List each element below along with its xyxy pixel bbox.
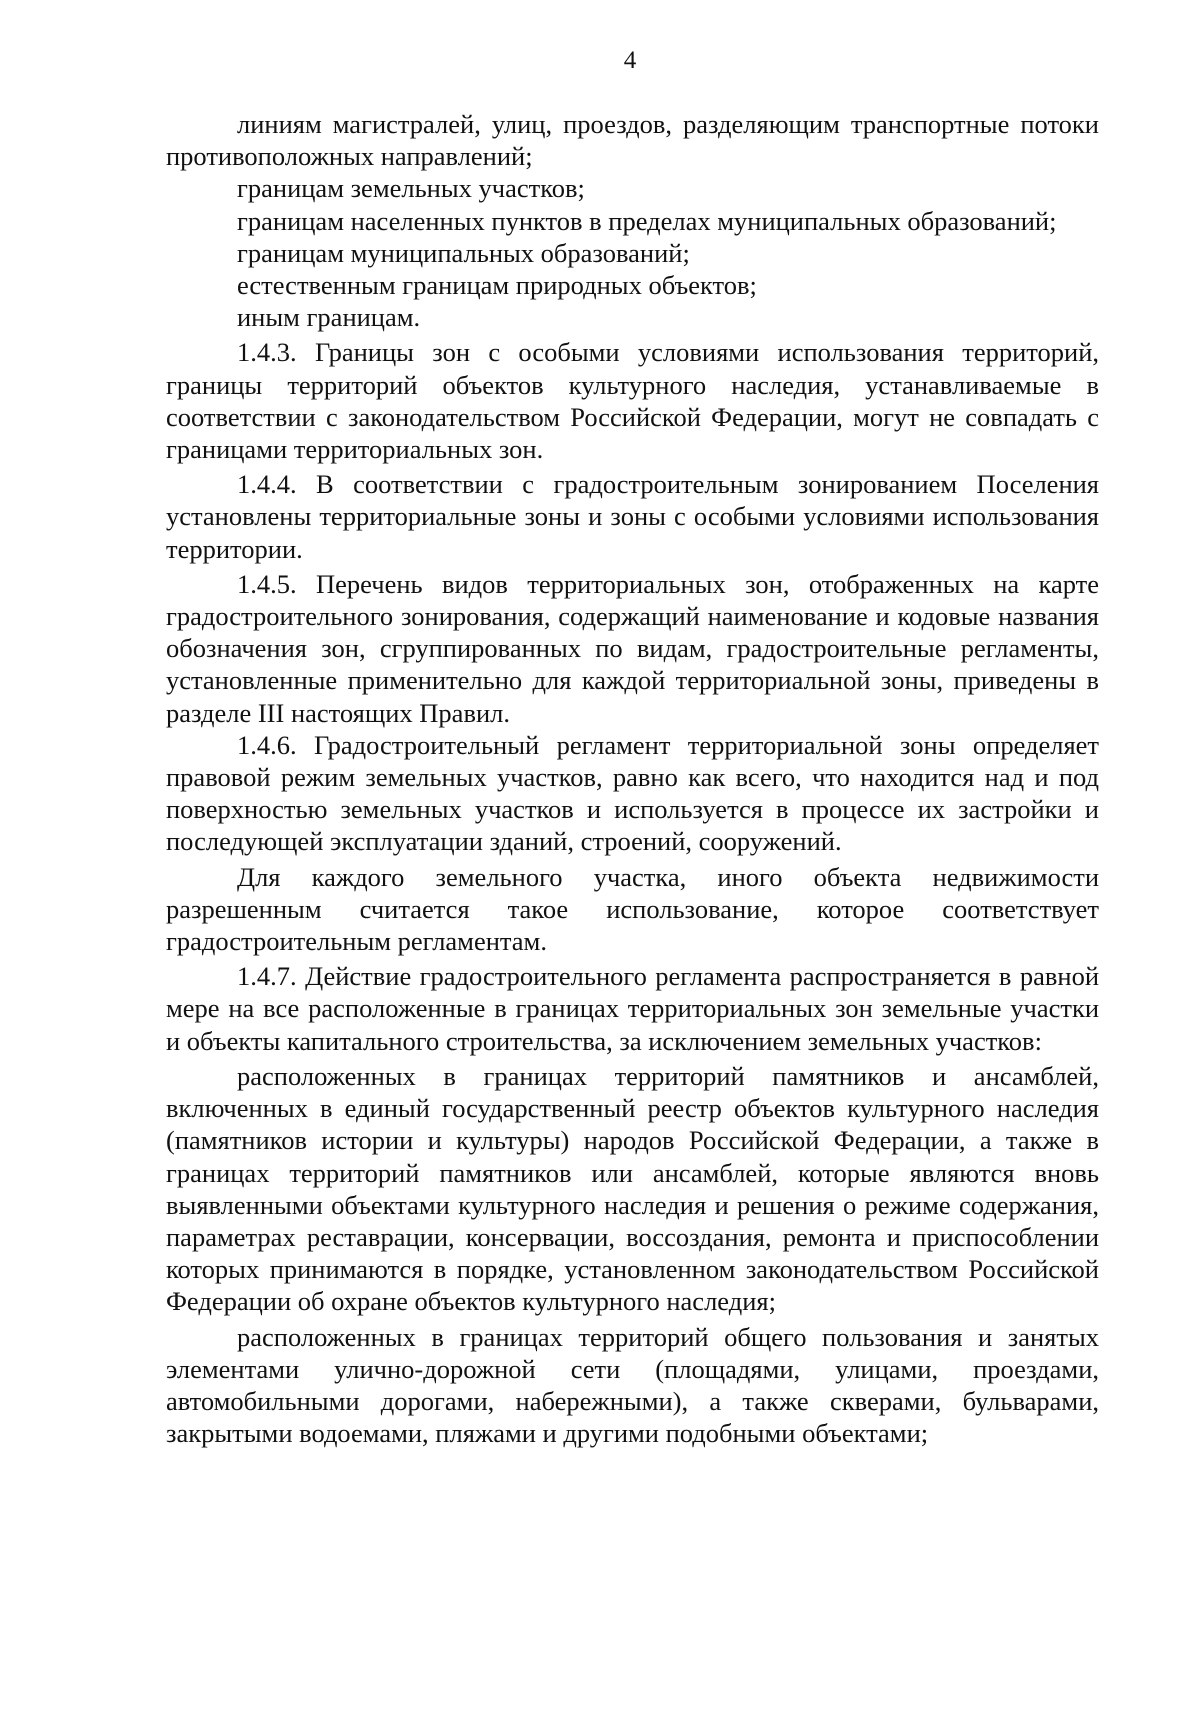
paragraph-1-4-5: 1.4.5. Перечень видов территориальных зон, отображенных на карте градостроительного зонирования, содержащий наименование и кодовые названия обозначения зон, сгруппированных по видам, градостроительные регламенты, установленные применительно для каждой территориальной зоны, приведены в разделе III настоящих Правил. bbox=[166, 568, 1099, 728]
paragraph-list-item-highways: линиям магистралей, улиц, проездов, разделяющим транспортные потоки противоположных направлений; bbox=[166, 109, 1099, 172]
paragraph-list-item-other: иным границам. bbox=[237, 302, 421, 333]
paragraph-list-item-land-plots: границам земельных участков; bbox=[237, 173, 585, 204]
document-body bbox=[166, 108, 1099, 1449]
page-number: 4 bbox=[623, 47, 637, 74]
paragraph-1-4-6: 1.4.6. Градостроительный регламент территориальной зоны определяет правовой режим земельных участков, равно как всего, что находится над и под поверхностью земельных участков и используется в процессе их застройки и последующей эксплуатации зданий, строений, сооружений. bbox=[166, 729, 1099, 857]
paragraph-public-use: расположенных в границах территорий общего пользования и занятых элементами улично-дорожной сети (площадями, улицами, проездами, автомобильными дорогами, набережными), а также скверами, бульварами, закрытыми водоемами, пляжами и другими подобными объектами; bbox=[166, 1321, 1099, 1449]
paragraph-1-4-3: 1.4.3. Границы зон с особыми условиями использования территорий, границы территорий объектов культурного наследия, устанавливаемые в соответствии с законодательством Российской Федерации, могут не совпадать с границами территориальных зон. bbox=[166, 337, 1099, 465]
paragraph-list-item-settlements: границам населенных пунктов в пределах муниципальных образований; bbox=[237, 205, 1057, 236]
paragraph-cultural-heritage: расположенных в границах территорий памятников и ансамблей, включенных в единый государственный реестр объектов культурного наследия (памятников истории и культуры) народов Российской Федерации, а также в границах территорий памятников или ансамблей, которые являются вновь выявленными объектами культурного наследия и решения о режиме содержания, параметрах реставрации, консервации, воссоздания, ремонта и приспособлении которых принимаются в порядке, установленном законодательством Российской Федерации об охране объектов культурного наследия; bbox=[166, 1060, 1099, 1317]
paragraph-list-item-natural-objects: естественным границам природных объектов; bbox=[237, 270, 757, 301]
paragraph-list-item-municipalities: границам муниципальных образований; bbox=[237, 237, 690, 268]
paragraph-permitted-use: Для каждого земельного участка, иного объекта недвижимости разрешенным считается такое использование, которое соответствует градостроительным регламентам. bbox=[166, 861, 1099, 957]
paragraph-1-4-4: 1.4.4. В соответствии с градостроительным зонированием Поселения установлены территориальные зоны и зоны с особыми условиями использования территории. bbox=[166, 469, 1099, 564]
paragraph-1-4-7: 1.4.7. Действие градостроительного регламента распространяется в равной мере на все расположенные в границах территориальных зон земельные участки и объекты капитального строительства, за исключением земельных участков: bbox=[166, 961, 1099, 1056]
